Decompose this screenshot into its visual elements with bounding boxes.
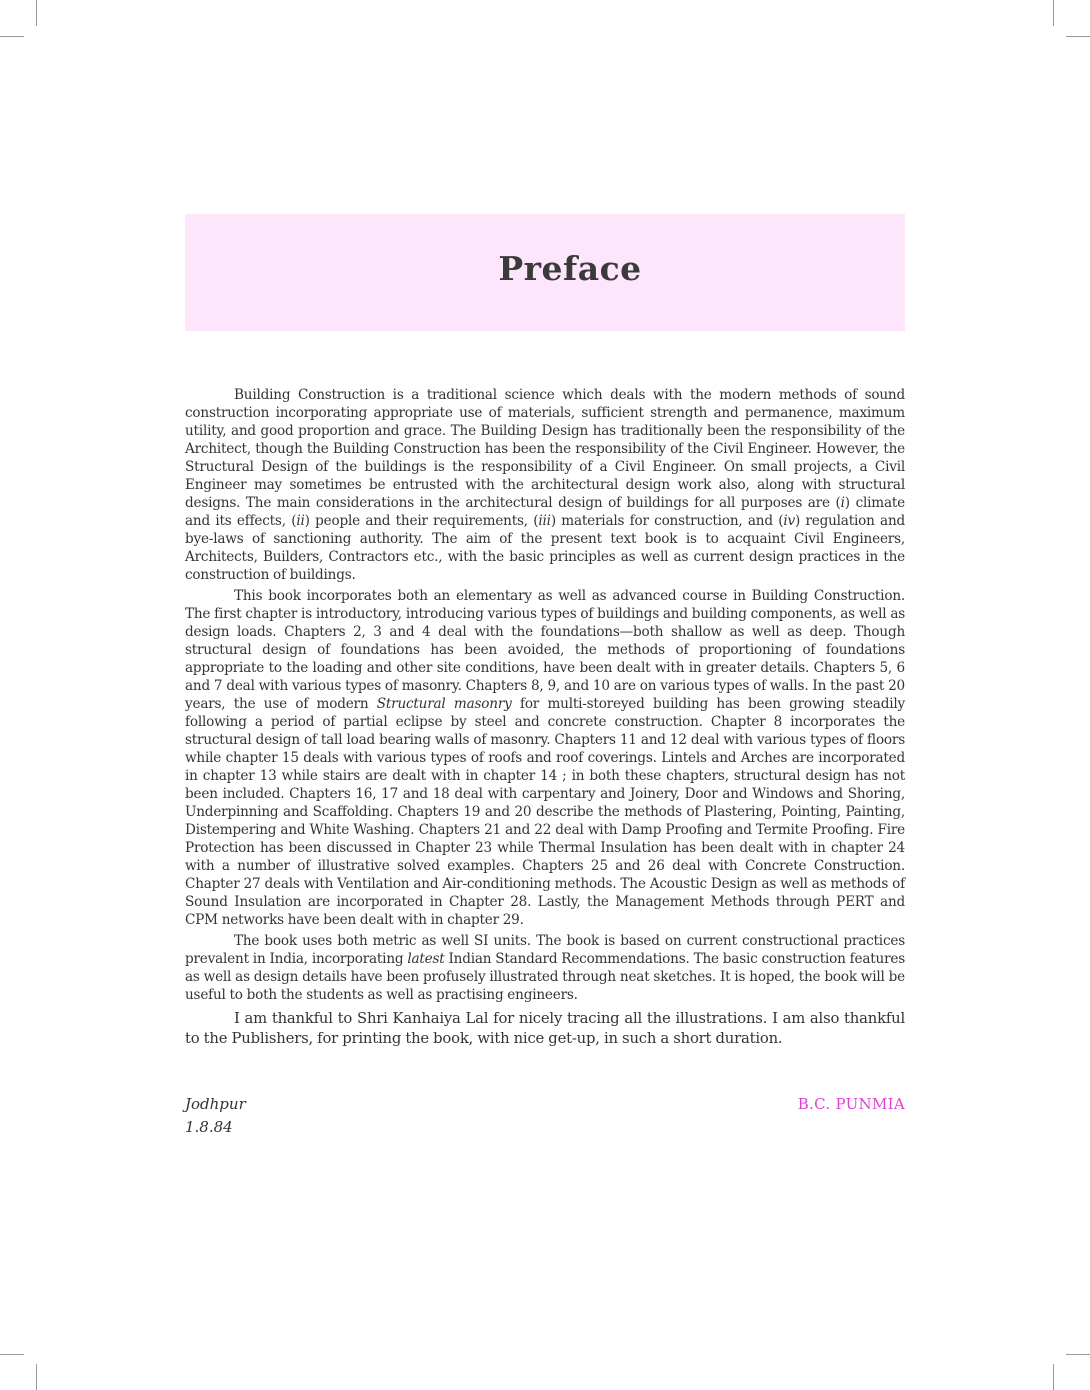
text-run: ) climate and its effects, ( (185, 495, 905, 529)
paragraph (185, 932, 905, 1004)
text-run: ) people and their requirements, ( (304, 513, 539, 529)
crop-mark (0, 36, 24, 37)
italic-text: i (840, 495, 845, 511)
text-run: ) regulation and bye-laws of sanctioning authority. The aim of the present text book is to acquaint Civil Engineers, Architects, Builders, Contractors etc., with the basic principles as well as current design practices in the construction of buildings. (185, 513, 905, 583)
signature-block (185, 1093, 905, 1143)
title-band (185, 214, 905, 331)
paragraph (185, 587, 905, 929)
crop-mark (0, 1354, 24, 1355)
preface-body (185, 386, 905, 1052)
crop-mark (36, 0, 37, 26)
text-run: I am thankful to Shri Kanhaiya Lal for nicely tracing all the illustrations. I am also thankful to the Publishers, for printing the book, with nice get-up, in such a short duration. (185, 1010, 905, 1047)
italic-text: Structural masonry (376, 696, 512, 712)
text-run: Building Construction is a traditional science which deals with the modern methods of sound construction incorporating appropriate use of materials, sufficient strength and permanence, maximum utility, and good proportion and grace. The Building Design has traditionally been the responsibility of the Architect, though the Building Construction has been the responsibility of the Civil Engineer. However, the Structural Design of the buildings is the responsibility of a Civil Engineer. On small projects, a Civil Engineer may sometimes be entrusted with the architectural design work also, along with structural designs. The main considerations in the architectural design of buildings for all purposes are ( (185, 387, 905, 511)
crop-mark (1066, 1354, 1090, 1355)
crop-mark (36, 1364, 37, 1390)
text-run: Indian Standard Recommendations. The basic construction features as well as design details have been profusely illustrated through neat sketches. It is hoped, the book will be useful to both the students as well as practising engineers. (185, 951, 905, 1003)
text-run: This book incorporates both an elementary as well as advanced course in Building Construction. The first chapter is introductory, introducing various types of buildings and building components, as well as design loads. Chapters 2, 3 and 4 deal with the foundations—both shallow as well as deep. Though structural design of foundations has been avoided, the methods of proportioning of foundations appropriate to the loading and other site conditions, have been dealt with in greater details. Chapters 5, 6 and 7 deal with various types of masonry. Chapters 8, 9, and 10 are on various types of walls. In the past 20 years, the use of modern (185, 588, 905, 712)
paragraph (185, 386, 905, 584)
date-text: 1.8.84 (185, 1118, 233, 1136)
crop-mark (1053, 1364, 1054, 1390)
page-title: Preface (498, 249, 642, 288)
italic-text: iii (538, 513, 551, 529)
text-run: ) materials for construction, and ( (550, 513, 784, 529)
italic-text: iv (783, 513, 795, 529)
author-name: B.C. PUNMIA (797, 1095, 905, 1113)
italic-text: ii (296, 513, 305, 529)
text-run: for multi-storeyed building has been growing steadily following a period of partial eclipse by steel and concrete construction. Chapter 8 incorporates the structural design of tall load bearing walls of masonry. Chapters 11 and 12 deal with various types of floors while chapter 15 deals with various types of roofs and roof coverings. Lintels and Arches are incorporated in chapter 13 while stairs are dealt with in chapter 14 ; in both these chapters, structural design has not been included. Chapters 16, 17 and 18 deal with carpentary and Joinery, Door and Windows and Shoring, Underpinning and Scaffolding. Chapters 19 and 20 describe the methods of Plastering, Pointing, Painting, Distempering and White Washing. Chapters 21 and 22 deal with Damp Proofing and Termite Proofing. Fire Protection has been discussed in Chapter 23 while Thermal Insulation has been dealt with in chapter 24 with a number of illustrative solved examples. Chapters 25 and 26 deal with Concrete Construction. Chapter 27 deals with Ventilation and Air-conditioning methods. The Acoustic Design as well as methods of Sound Insulation are incorporated in Chapter 28. Lastly, the Management Methods through PERT and CPM networks have been dealt with in chapter 29. (185, 696, 905, 928)
text-run: The book uses both metric as well SI units. The book is based on current constructional practices prevalent in India, incorporating (185, 933, 905, 967)
paragraph (185, 1009, 905, 1049)
crop-mark (1053, 0, 1054, 26)
place-text: Jodhpur (185, 1095, 246, 1113)
italic-text: latest (407, 951, 445, 967)
crop-mark (1066, 36, 1090, 37)
